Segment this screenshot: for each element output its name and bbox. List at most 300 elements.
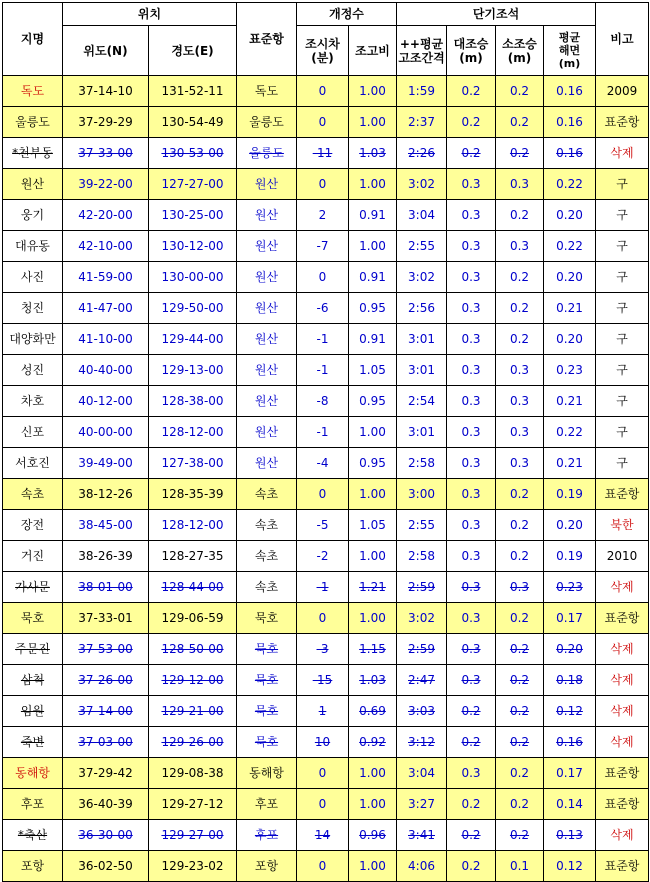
row-msl: 0.12: [544, 851, 596, 882]
row-lon: 129-23-02: [149, 851, 237, 882]
table-row: [3, 76, 649, 107]
row-lon: 128-44-00: [149, 572, 237, 603]
row-lat: 37-33-01: [63, 603, 149, 634]
row-lat: 42-10-00: [63, 231, 149, 262]
row-lat: 41-10-00: [63, 324, 149, 355]
row-remark: 삭제: [596, 138, 649, 169]
table-row: [3, 417, 649, 448]
row-standard-port: 원산: [237, 417, 297, 448]
row-remark: 표준항: [596, 851, 649, 882]
row-standard-port: 속초: [237, 572, 297, 603]
header-time-diff: 조시차 (분): [297, 26, 349, 76]
row-mhwi: 2:37: [397, 107, 447, 138]
row-mhwi: 3:01: [397, 324, 447, 355]
row-spring: 0.3: [447, 262, 496, 293]
row-remark: 표준항: [596, 603, 649, 634]
row-standard-port: 묵호: [237, 603, 297, 634]
row-remark: 삭제: [596, 696, 649, 727]
row-neap: 0.2: [496, 510, 544, 541]
row-lat: 42-20-00: [63, 200, 149, 231]
row-mhwi: 3:41: [397, 820, 447, 851]
row-neap: 0.2: [496, 665, 544, 696]
row-spring: 0.2: [447, 138, 496, 169]
row-ratio: 1.00: [349, 479, 397, 510]
row-remark: 삭제: [596, 665, 649, 696]
row-ratio: 0.92: [349, 727, 397, 758]
row-mhwi: 3:12: [397, 727, 447, 758]
header-standard-port: 표준항: [237, 3, 297, 76]
header-tide: 단기조석: [397, 3, 596, 26]
row-mhwi: 2:58: [397, 541, 447, 572]
row-standard-port: 원산: [237, 448, 297, 479]
row-msl: 0.17: [544, 758, 596, 789]
row-remark: 구: [596, 386, 649, 417]
header-mhwi: ++평균 고조간격: [397, 26, 447, 76]
row-mhwi: 3:04: [397, 758, 447, 789]
row-lat: 38-45-00: [63, 510, 149, 541]
row-spring: 0.3: [447, 479, 496, 510]
row-lon: 129-44-00: [149, 324, 237, 355]
row-lat: 41-59-00: [63, 262, 149, 293]
row-lon: 128-12-00: [149, 417, 237, 448]
row-lon: 131-52-11: [149, 76, 237, 107]
row-time-diff: 0: [297, 758, 349, 789]
row-msl: 0.16: [544, 138, 596, 169]
row-remark: 구: [596, 448, 649, 479]
row-standard-port: 후포: [237, 789, 297, 820]
row-ratio: 1.00: [349, 851, 397, 882]
row-ratio: 1.00: [349, 169, 397, 200]
row-lon: 130-25-00: [149, 200, 237, 231]
row-ratio: 1.03: [349, 138, 397, 169]
row-standard-port: 동해항: [237, 758, 297, 789]
row-neap: 0.2: [496, 76, 544, 107]
row-mhwi: 3:04: [397, 200, 447, 231]
row-lat: 40-00-00: [63, 417, 149, 448]
row-lat: 37-53-00: [63, 634, 149, 665]
row-remark: 표준항: [596, 107, 649, 138]
row-lat: 38-12-26: [63, 479, 149, 510]
row-name: 신포: [3, 417, 63, 448]
header-remark: 비고: [596, 3, 649, 76]
row-time-diff: -6: [297, 293, 349, 324]
row-time-diff: -3: [297, 634, 349, 665]
row-spring: 0.3: [447, 510, 496, 541]
row-name: 죽변: [3, 727, 63, 758]
row-lat: 37-33-00: [63, 138, 149, 169]
row-spring: 0.3: [447, 758, 496, 789]
row-lon: 129-13-00: [149, 355, 237, 386]
row-mhwi: 1:59: [397, 76, 447, 107]
row-standard-port: 원산: [237, 293, 297, 324]
row-spring: 0.3: [447, 541, 496, 572]
row-name: 묵호: [3, 603, 63, 634]
row-mhwi: 4:06: [397, 851, 447, 882]
row-time-diff: 2: [297, 200, 349, 231]
row-msl: 0.20: [544, 634, 596, 665]
row-neap: 0.2: [496, 200, 544, 231]
table-row: [3, 510, 649, 541]
row-lat: 40-12-00: [63, 386, 149, 417]
row-name: 가사문: [3, 572, 63, 603]
table-row: [3, 355, 649, 386]
row-msl: 0.14: [544, 789, 596, 820]
row-spring: 0.3: [447, 169, 496, 200]
row-standard-port: 원산: [237, 231, 297, 262]
row-name: 서호진: [3, 448, 63, 479]
table-row: [3, 262, 649, 293]
row-time-diff: -1: [297, 417, 349, 448]
row-lon: 129-12-00: [149, 665, 237, 696]
row-remark: 구: [596, 262, 649, 293]
header-ratio: 조고비: [349, 26, 397, 76]
row-standard-port: 묵호: [237, 727, 297, 758]
row-msl: 0.23: [544, 572, 596, 603]
row-standard-port: 묵호: [237, 696, 297, 727]
table-row: [3, 386, 649, 417]
row-name: 사진: [3, 262, 63, 293]
row-neap: 0.3: [496, 417, 544, 448]
table-row: [3, 324, 649, 355]
table-body: [3, 76, 649, 882]
row-msl: 0.21: [544, 448, 596, 479]
row-name: *천부동: [3, 138, 63, 169]
header-msl: 평균 해면 (m): [544, 26, 596, 76]
row-msl: 0.16: [544, 107, 596, 138]
row-time-diff: 0: [297, 169, 349, 200]
row-msl: 0.22: [544, 417, 596, 448]
row-lon: 127-27-00: [149, 169, 237, 200]
row-standard-port: 원산: [237, 262, 297, 293]
row-lon: 129-26-00: [149, 727, 237, 758]
row-lon: 128-35-39: [149, 479, 237, 510]
row-mhwi: 3:02: [397, 603, 447, 634]
table-row: [3, 448, 649, 479]
row-name: 속초: [3, 479, 63, 510]
row-time-diff: -1: [297, 355, 349, 386]
row-mhwi: 3:01: [397, 355, 447, 386]
row-remark: 삭제: [596, 727, 649, 758]
row-mhwi: 2:47: [397, 665, 447, 696]
row-lon: 127-38-00: [149, 448, 237, 479]
row-lat: 37-03-00: [63, 727, 149, 758]
tide-table: [2, 2, 649, 882]
row-standard-port: 후포: [237, 820, 297, 851]
row-lon: 129-08-38: [149, 758, 237, 789]
row-spring: 0.2: [447, 76, 496, 107]
row-remark: 구: [596, 169, 649, 200]
row-ratio: 1.00: [349, 541, 397, 572]
row-remark: 구: [596, 231, 649, 262]
row-msl: 0.20: [544, 262, 596, 293]
row-standard-port: 원산: [237, 200, 297, 231]
row-msl: 0.13: [544, 820, 596, 851]
row-standard-port: 울릉도: [237, 138, 297, 169]
row-spring: 0.2: [447, 851, 496, 882]
row-remark: 2009: [596, 76, 649, 107]
header-correction: 개정수: [297, 3, 397, 26]
row-name: 후포: [3, 789, 63, 820]
row-standard-port: 원산: [237, 386, 297, 417]
row-spring: 0.2: [447, 820, 496, 851]
row-lat: 37-29-29: [63, 107, 149, 138]
row-lon: 129-27-12: [149, 789, 237, 820]
row-time-diff: -5: [297, 510, 349, 541]
table-row: [3, 231, 649, 262]
row-name: 성진: [3, 355, 63, 386]
row-msl: 0.20: [544, 200, 596, 231]
row-neap: 0.3: [496, 572, 544, 603]
row-spring: 0.3: [447, 231, 496, 262]
row-ratio: 1.00: [349, 789, 397, 820]
row-lat: 37-14-00: [63, 696, 149, 727]
row-neap: 0.2: [496, 603, 544, 634]
row-name: 임원: [3, 696, 63, 727]
row-lon: 129-06-59: [149, 603, 237, 634]
row-time-diff: -2: [297, 541, 349, 572]
row-lat: 36-02-50: [63, 851, 149, 882]
row-mhwi: 3:27: [397, 789, 447, 820]
row-standard-port: 묵호: [237, 665, 297, 696]
row-standard-port: 울릉도: [237, 107, 297, 138]
row-standard-port: 원산: [237, 355, 297, 386]
row-spring: 0.3: [447, 417, 496, 448]
row-msl: 0.17: [544, 603, 596, 634]
row-mhwi: 3:02: [397, 262, 447, 293]
row-standard-port: 포항: [237, 851, 297, 882]
row-lat: 37-29-42: [63, 758, 149, 789]
row-lat: 39-22-00: [63, 169, 149, 200]
row-ratio: 0.96: [349, 820, 397, 851]
row-spring: 0.3: [447, 355, 496, 386]
row-neap: 0.2: [496, 262, 544, 293]
row-spring: 0.3: [447, 603, 496, 634]
row-remark: 구: [596, 355, 649, 386]
row-ratio: 1.05: [349, 510, 397, 541]
row-msl: 0.22: [544, 169, 596, 200]
row-neap: 0.2: [496, 479, 544, 510]
row-time-diff: 0: [297, 603, 349, 634]
row-lon: 129-27-00: [149, 820, 237, 851]
row-ratio: 0.91: [349, 200, 397, 231]
row-msl: 0.20: [544, 510, 596, 541]
row-name: 웅기: [3, 200, 63, 231]
row-remark: 삭제: [596, 820, 649, 851]
row-standard-port: 속초: [237, 510, 297, 541]
row-name: 원산: [3, 169, 63, 200]
row-remark: 구: [596, 324, 649, 355]
row-time-diff: 14: [297, 820, 349, 851]
row-neap: 0.2: [496, 293, 544, 324]
row-time-diff: 0: [297, 262, 349, 293]
row-time-diff: 1: [297, 696, 349, 727]
row-time-diff: 0: [297, 851, 349, 882]
row-mhwi: 2:55: [397, 231, 447, 262]
row-neap: 0.1: [496, 851, 544, 882]
row-mhwi: 2:54: [397, 386, 447, 417]
row-ratio: 0.91: [349, 262, 397, 293]
row-ratio: 1.00: [349, 417, 397, 448]
row-spring: 0.3: [447, 634, 496, 665]
row-time-diff: 10: [297, 727, 349, 758]
header-lon: 경도(E): [149, 26, 237, 76]
table-row: [3, 107, 649, 138]
row-remark: 표준항: [596, 479, 649, 510]
row-time-diff: -1: [297, 572, 349, 603]
row-lon: 130-54-49: [149, 107, 237, 138]
row-remark: 북한: [596, 510, 649, 541]
header-neap: 소조승 (m): [496, 26, 544, 76]
row-lat: 36-30-00: [63, 820, 149, 851]
row-neap: 0.2: [496, 541, 544, 572]
row-name: 차호: [3, 386, 63, 417]
row-msl: 0.16: [544, 727, 596, 758]
table-row: [3, 603, 649, 634]
row-neap: 0.2: [496, 107, 544, 138]
row-name: 동해항: [3, 758, 63, 789]
row-lon: 128-38-00: [149, 386, 237, 417]
row-time-diff: -8: [297, 386, 349, 417]
row-msl: 0.23: [544, 355, 596, 386]
row-time-diff: -15: [297, 665, 349, 696]
row-ratio: 0.91: [349, 324, 397, 355]
row-neap: 0.3: [496, 231, 544, 262]
row-standard-port: 원산: [237, 169, 297, 200]
table-row: [3, 758, 649, 789]
row-lat: 36-40-39: [63, 789, 149, 820]
row-msl: 0.21: [544, 293, 596, 324]
row-lat: 37-26-00: [63, 665, 149, 696]
row-lon: 129-21-00: [149, 696, 237, 727]
row-lat: 38-26-39: [63, 541, 149, 572]
table-row: [3, 200, 649, 231]
row-time-diff: -7: [297, 231, 349, 262]
row-ratio: 1.00: [349, 76, 397, 107]
row-neap: 0.2: [496, 758, 544, 789]
row-ratio: 1.00: [349, 758, 397, 789]
row-msl: 0.18: [544, 665, 596, 696]
row-lat: 41-47-00: [63, 293, 149, 324]
table-row: [3, 820, 649, 851]
row-msl: 0.20: [544, 324, 596, 355]
row-time-diff: 0: [297, 76, 349, 107]
row-lon: 130-53-00: [149, 138, 237, 169]
row-spring: 0.3: [447, 448, 496, 479]
row-name: 장전: [3, 510, 63, 541]
table-row: [3, 634, 649, 665]
row-mhwi: 2:56: [397, 293, 447, 324]
row-name: 주문진: [3, 634, 63, 665]
row-ratio: 1.03: [349, 665, 397, 696]
table-row: [3, 169, 649, 200]
row-name: 대양화만: [3, 324, 63, 355]
row-time-diff: -1: [297, 324, 349, 355]
row-remark: 구: [596, 417, 649, 448]
row-ratio: 0.95: [349, 448, 397, 479]
table-row: [3, 572, 649, 603]
row-mhwi: 3:02: [397, 169, 447, 200]
row-lat: 38-01-00: [63, 572, 149, 603]
row-lat: 39-49-00: [63, 448, 149, 479]
table-row: [3, 789, 649, 820]
row-msl: 0.21: [544, 386, 596, 417]
row-msl: 0.22: [544, 231, 596, 262]
row-spring: 0.2: [447, 696, 496, 727]
row-remark: 삭제: [596, 634, 649, 665]
row-lon: 128-27-35: [149, 541, 237, 572]
row-lon: 129-50-00: [149, 293, 237, 324]
header-name: 지명: [3, 3, 63, 76]
row-ratio: 0.95: [349, 386, 397, 417]
row-mhwi: 2:26: [397, 138, 447, 169]
row-neap: 0.2: [496, 634, 544, 665]
row-time-diff: 0: [297, 789, 349, 820]
row-lat: 40-40-00: [63, 355, 149, 386]
table-row: [3, 851, 649, 882]
row-neap: 0.3: [496, 169, 544, 200]
row-mhwi: 2:59: [397, 634, 447, 665]
row-ratio: 1.15: [349, 634, 397, 665]
row-ratio: 1.00: [349, 231, 397, 262]
row-standard-port: 원산: [237, 324, 297, 355]
row-neap: 0.2: [496, 820, 544, 851]
row-name: 울릉도: [3, 107, 63, 138]
row-spring: 0.3: [447, 572, 496, 603]
row-lon: 130-12-00: [149, 231, 237, 262]
table-row: [3, 696, 649, 727]
row-spring: 0.3: [447, 665, 496, 696]
table-row: [3, 293, 649, 324]
header-spring: 대조승 (m): [447, 26, 496, 76]
row-mhwi: 2:58: [397, 448, 447, 479]
row-standard-port: 속초: [237, 479, 297, 510]
row-msl: 0.19: [544, 541, 596, 572]
row-mhwi: 2:55: [397, 510, 447, 541]
row-name: 포항: [3, 851, 63, 882]
row-neap: 0.3: [496, 355, 544, 386]
row-spring: 0.3: [447, 200, 496, 231]
row-ratio: 1.00: [349, 603, 397, 634]
row-neap: 0.2: [496, 727, 544, 758]
row-standard-port: 묵호: [237, 634, 297, 665]
row-ratio: 1.05: [349, 355, 397, 386]
row-neap: 0.2: [496, 789, 544, 820]
row-spring: 0.3: [447, 293, 496, 324]
row-neap: 0.3: [496, 386, 544, 417]
row-neap: 0.2: [496, 138, 544, 169]
row-time-diff: 0: [297, 479, 349, 510]
table-row: [3, 541, 649, 572]
row-name: 독도: [3, 76, 63, 107]
row-lon: 130-00-00: [149, 262, 237, 293]
table-row: [3, 665, 649, 696]
table-row: [3, 479, 649, 510]
row-neap: 0.3: [496, 448, 544, 479]
row-lon: 128-12-00: [149, 510, 237, 541]
row-lat: 37-14-10: [63, 76, 149, 107]
row-name: 거진: [3, 541, 63, 572]
row-name: 청진: [3, 293, 63, 324]
row-spring: 0.2: [447, 727, 496, 758]
row-neap: 0.2: [496, 696, 544, 727]
row-ratio: 1.21: [349, 572, 397, 603]
header-lat: 위도(N): [63, 26, 149, 76]
row-time-diff: -11: [297, 138, 349, 169]
row-name: 삼척: [3, 665, 63, 696]
row-name: 대유동: [3, 231, 63, 262]
row-spring: 0.2: [447, 107, 496, 138]
row-time-diff: 0: [297, 107, 349, 138]
